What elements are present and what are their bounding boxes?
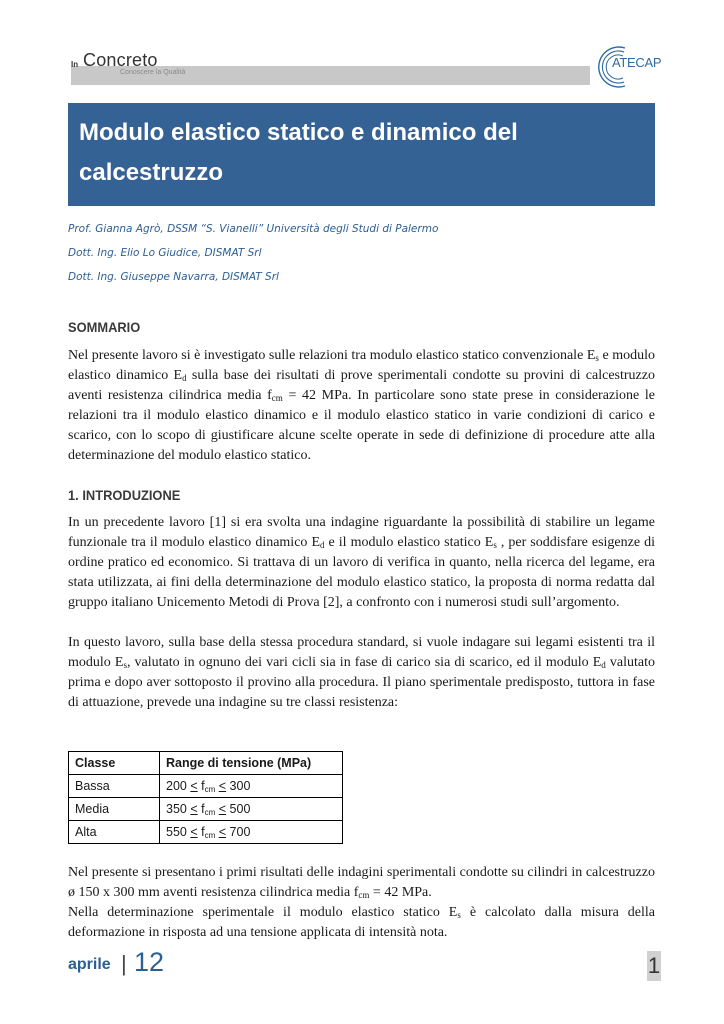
less-equal-sign: < xyxy=(218,802,227,816)
brand-subtitle: Conoscere la Qualità xyxy=(120,69,186,76)
subscript: d xyxy=(182,373,187,383)
cell-classe: Media xyxy=(69,798,160,821)
footer-separator: | xyxy=(121,951,127,976)
resistance-classes-table xyxy=(68,751,343,844)
sommario-paragraph xyxy=(68,346,655,466)
less-equal-sign: < xyxy=(190,802,198,816)
text-run: sulla base dei risultati di prove sperimentali condotte su provini di calcestruzzo aventi resistenza cilindrica media f xyxy=(68,368,655,403)
title-line-1: Modulo elastico statico e dinamico del xyxy=(79,119,518,146)
cell-classe: Alta xyxy=(69,821,160,844)
closing-paragraph-2 xyxy=(68,903,655,943)
atecap-logo xyxy=(597,42,662,90)
text-run: è calcolato dalla misura della deformazione in risposta ad una tensione applicata di intensità nota. xyxy=(68,905,655,940)
cell-classe: Bassa xyxy=(69,775,160,798)
column-header-range: Range di tensione (MPa) xyxy=(160,752,343,775)
brand-prefix: In xyxy=(71,60,79,69)
subscript: cm xyxy=(204,831,216,840)
footer-year: 12 xyxy=(134,947,165,977)
subscript: d xyxy=(601,660,606,670)
less-equal-sign: < xyxy=(218,825,227,839)
subscript: d xyxy=(320,540,325,550)
subscript: cm xyxy=(204,785,216,794)
text-run: , valutato in ognuno dei vari cicli sia in fase di carico sia di scarico, ed il modulo E xyxy=(126,655,602,670)
table-row xyxy=(69,821,343,844)
closing-paragraph-1 xyxy=(68,863,655,903)
author-line: Prof. Gianna Agrò, DSSM “S. Vianelli” Università degli Studi di Palermo xyxy=(68,223,439,235)
author-list xyxy=(68,220,655,292)
fcm-symbol: f xyxy=(197,779,205,793)
fcm-symbol: f xyxy=(197,802,205,816)
title-banner xyxy=(68,103,655,206)
range-high: 300 xyxy=(226,779,251,793)
text-run: In un precedente lavoro [1] si era svolta una indagine riguardante la possibilità di stabilire un legame funzionale tra il modulo elastico dinamico E xyxy=(68,515,655,550)
subscript: s xyxy=(457,910,461,920)
intro-paragraph-2 xyxy=(68,633,655,713)
text-run: Nel presente lavoro si è investigato sulle relazioni tra modulo elastico statico convenzionale E xyxy=(68,348,596,363)
page-number: 1 xyxy=(647,951,661,981)
subscript: s xyxy=(493,540,497,550)
author-line: Dott. Ing. Giuseppe Navarra, DISMAT Srl xyxy=(68,271,279,283)
text-run: = 42 MPa. In particolare sono state prese in considerazione le relazioni tra il modulo elastico dinamico e il modulo elastico statico in varie condizioni di carico e scarico, con lo scopo di giustificare alcune scelte operate in sede di definizione di procedure atte alla determinazione del modulo elastico statico. xyxy=(68,388,655,463)
brand-name: Concreto xyxy=(83,50,158,70)
atecap-wordmark: ATECAP xyxy=(612,55,662,70)
article-title xyxy=(79,113,645,193)
cell-range xyxy=(160,798,343,821)
text-run: valutato prima e dopo aver sottoposto il provino alla procedura. Il piano sperimentale predisposto, tuttora in fase di attuazione, prevede una indagine su tre classi resistenza: xyxy=(68,655,655,710)
cell-range xyxy=(160,775,343,798)
table-header-row xyxy=(69,752,343,775)
range-high: 700 xyxy=(226,825,251,839)
cell-range xyxy=(160,821,343,844)
range-low: 200 xyxy=(166,779,191,793)
title-line-2: calcestruzzo xyxy=(79,159,224,186)
subscript: cm xyxy=(358,890,370,900)
subscript: s xyxy=(595,353,599,363)
range-high: 500 xyxy=(226,802,251,816)
column-header-classe: Classe xyxy=(69,752,160,775)
sommario-heading: SOMMARIO xyxy=(68,319,141,335)
fcm-symbol: f xyxy=(197,825,205,839)
text-run: e il modulo elastico statico E xyxy=(324,535,494,550)
intro-paragraph-1 xyxy=(68,513,655,613)
table-row xyxy=(69,798,343,821)
text-run: Nella determinazione sperimentale il modulo elastico statico E xyxy=(68,905,458,920)
subscript: s xyxy=(123,660,127,670)
text-run: = 42 MPa. xyxy=(369,885,432,900)
less-equal-sign: < xyxy=(190,825,198,839)
less-equal-sign: < xyxy=(190,779,198,793)
text-run: e modulo elastico dinamico E xyxy=(68,348,655,383)
range-low: 350 xyxy=(166,802,191,816)
text-run: Nel presente si presentano i primi risultati delle indagini sperimentali condotte su cilindri in calcestruzzo ø 150 x 300 mm aventi resistenza cilindrica media f xyxy=(68,865,655,900)
text-run: , per soddisfare esigenze di ordine pratico ed economico. Si trattava di un lavoro di verifica in quanto, nella ricerca del legame, era stata utilizzata, ai fini della determinazione del modulo elastico statico, la proposta di norma redatta dal gruppo italiano Unicemento Metodi di Prova [2], a confronto con i numerosi studi sull’argomento. xyxy=(68,535,655,610)
footer-month: aprile xyxy=(68,956,111,973)
range-low: 550 xyxy=(166,825,191,839)
author-line: Dott. Ing. Elio Lo Giudice, DISMAT Srl xyxy=(68,247,262,259)
subscript: cm xyxy=(204,808,216,817)
introduzione-heading: 1. INTRODUZIONE xyxy=(68,487,181,503)
table-row xyxy=(69,775,343,798)
page-header xyxy=(68,46,590,88)
subscript: cm xyxy=(271,393,283,403)
text-run: In questo lavoro, sulla base della stessa procedura standard, si vuole indagare sui legami esistenti tra il modulo E xyxy=(68,635,655,670)
less-equal-sign: < xyxy=(218,779,227,793)
